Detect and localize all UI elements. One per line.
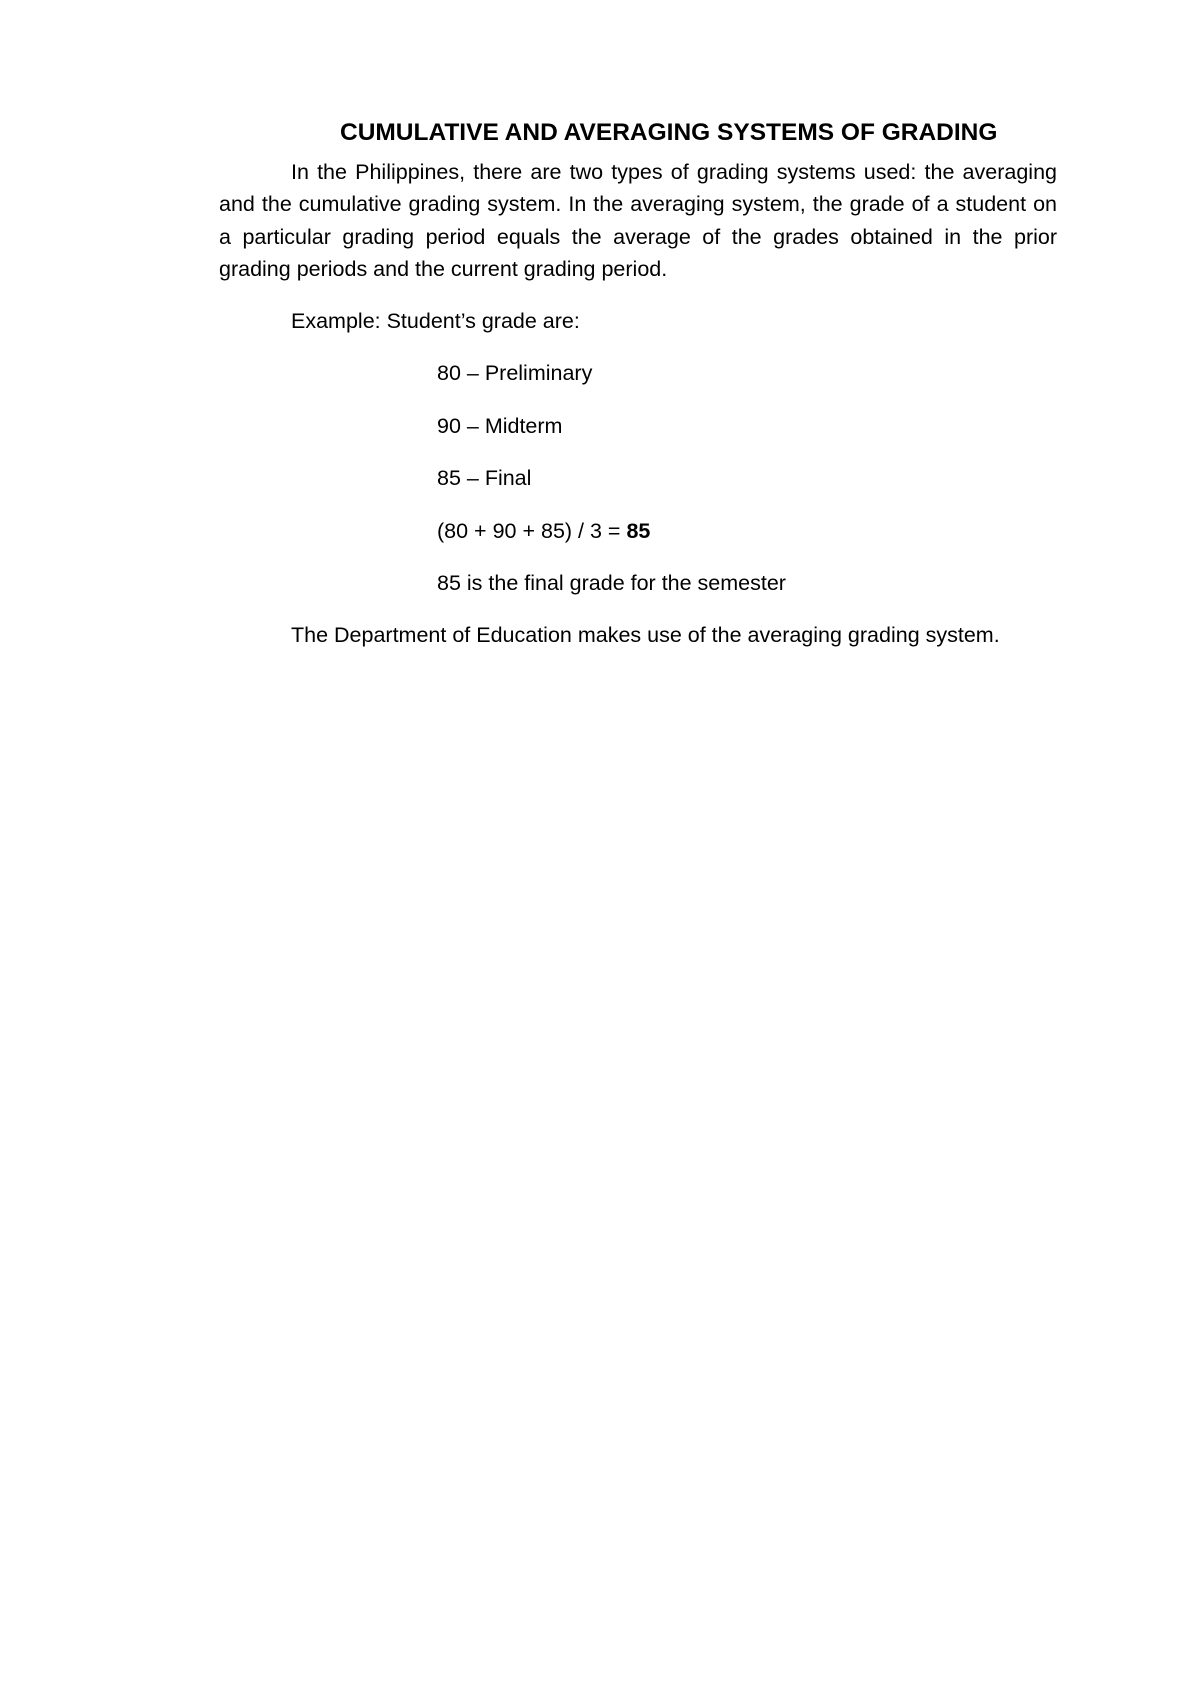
conclusion-line: 85 is the final grade for the semester <box>437 571 786 595</box>
computation-result: 85 <box>626 518 651 543</box>
grade-final: 85 – Final <box>437 466 532 490</box>
example-label: Example: Student’s grade are: <box>291 309 580 333</box>
computation-expression: (80 + 90 + 85) / 3 = <box>437 518 627 543</box>
average-computation <box>437 516 786 569</box>
document-title: CUMULATIVE AND AVERAGING SYSTEMS OF GRADING <box>340 119 998 146</box>
intro-paragraph: In the Philippines, there are two types of grading systems used: the averaging and the cumulative grading system. In the averaging system, the grade of a student on a particular grading period equals the average of the grades obtained in the prior grading periods and the current grading period. <box>219 160 1057 281</box>
grade-preliminary: 80 – Preliminary <box>437 361 593 385</box>
grade-midterm: 90 – Midterm <box>437 413 563 438</box>
grade-list <box>437 358 786 621</box>
closing-paragraph: The Department of Education makes use of the averaging grading system. <box>291 623 1000 647</box>
